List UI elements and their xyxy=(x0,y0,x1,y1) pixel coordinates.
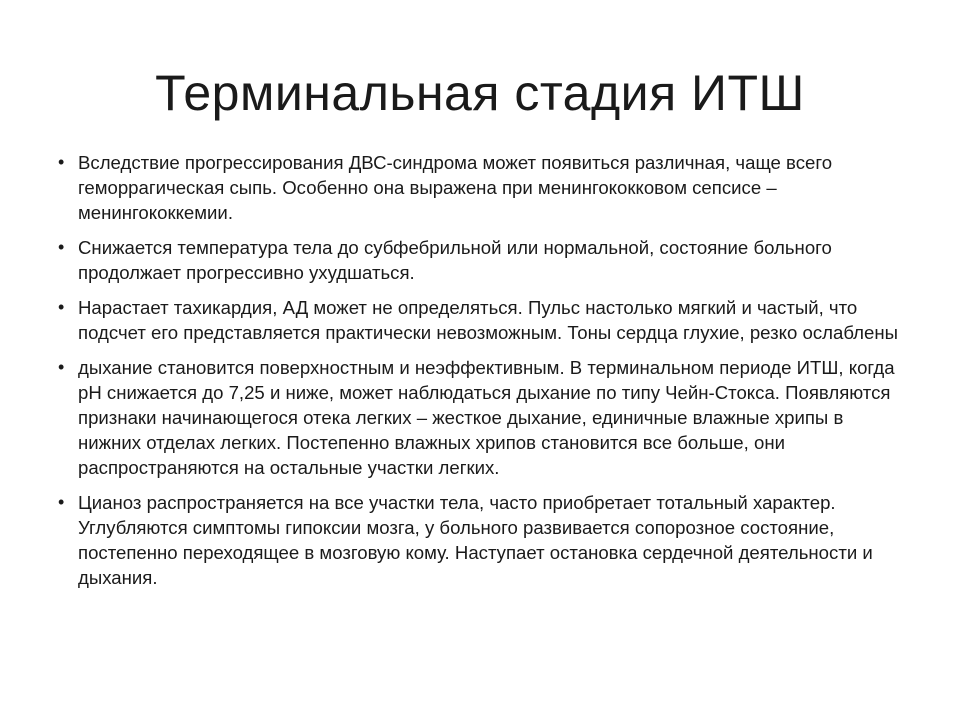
bullet-dot-icon: • xyxy=(58,357,65,377)
bullet-item xyxy=(58,150,908,225)
bullet-item xyxy=(58,295,908,345)
bullet-dot-icon: • xyxy=(58,297,65,317)
bullet-dot-icon: • xyxy=(58,237,65,257)
bullet-text: Вследствие прогрессирования ДВС-синдрома может появиться различная, чаще всего геморрагическая сыпь. Особенно она выражена при менингококковом сепсисе – менингококкемии. xyxy=(78,152,833,223)
bullet-text: Нарастает тахикардия, АД может не определяться. Пульс настолько мягкий и частый, что подсчет его представляется практически невозможным. Тоны сердца глухие, резко ослаблены xyxy=(78,297,898,343)
bullet-item xyxy=(58,235,908,285)
bullet-dot-icon: • xyxy=(58,492,65,512)
bullet-list xyxy=(58,150,908,600)
bullet-text: дыхание становится поверхностным и неэффективным. В терминальном периоде ИТШ, когда pH снижается до 7,25 и ниже, может наблюдаться дыхание по типу Чейн-Стокса. Появляются признаки начинающегося отека легких – жесткое дыхание, единичные влажные хрипы в нижних отделах легких. Постепенно влажных хрипов становится все больше, они распространяются на остальные участки легких. xyxy=(78,357,895,478)
bullet-text: Цианоз распространяется на все участки тела, часто приобретает тотальный характер. Углубляются симптомы гипоксии мозга, у больного развивается сопорозное состояние, постепенно переходящее в мозговую кому. Наступает остановка сердечной деятельности и дыхания. xyxy=(78,492,873,588)
bullet-text: Снижается температура тела до субфебрильной или нормальной, состояние больного продолжает прогрессивно ухудшаться. xyxy=(78,237,832,283)
slide-title: Терминальная стадия ИТШ xyxy=(155,65,805,121)
bullet-item xyxy=(58,355,908,480)
bullet-item xyxy=(58,490,908,590)
bullet-dot-icon: • xyxy=(58,152,65,172)
